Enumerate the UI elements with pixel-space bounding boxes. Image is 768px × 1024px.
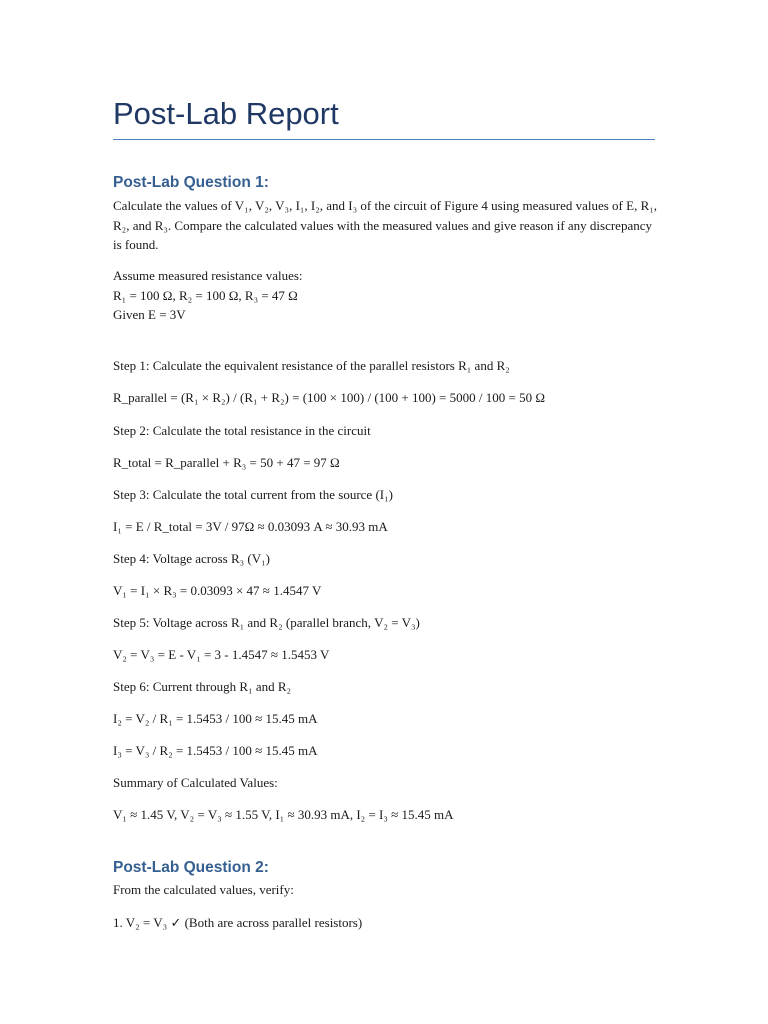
step-3-equation: I₁ = E / R_total = 3V / 97Ω ≈ 0.03093 A ≈ 30.93 mA [113,519,388,534]
step-1-equation: R_parallel = (R₁ × R₂) / (R₁ + R₂) = (100 × 100) / (100 + 100) = 5000 / 100 = 50 Ω [113,390,545,405]
step-4-text: Step 4: Voltage across R₃ (V₁) [113,551,270,566]
given-source-voltage: Given E = 3V [113,307,186,322]
summary-values: V₁ ≈ 1.45 V, V₂ = V₃ ≈ 1.55 V, I₁ ≈ 30.93 mA, I₂ = I₃ ≈ 15.45 mA [113,807,454,822]
step-6-text: Step 6: Current through R₁ and R₂ [113,679,292,694]
step-6-equation-i2: I₂ = V₂ / R₁ = 1.5453 / 100 ≈ 15.45 mA [113,711,318,726]
step-4-equation: V₁ = I₁ × R₃ = 0.03093 × 47 ≈ 1.4547 V [113,583,322,598]
question-2-item-1: 1. V₂ = V₃ ✓ (Both are across parallel resistors) [113,915,363,930]
step-6-equation-i3: I₃ = V₃ / R₂ = 1.5453 / 100 ≈ 15.45 mA [113,743,318,758]
assumed-resistances: R₁ = 100 Ω, R₂ = 100 Ω, R₃ = 47 Ω [113,288,298,303]
step-3-text: Step 3: Calculate the total current from the source (I₁) [113,487,393,502]
question-2-intro: From the calculated values, verify: [113,882,294,897]
step-5-text: Step 5: Voltage across R₁ and R₂ (parallel branch, V₂ = V₃) [113,615,420,630]
document-title: Post-Lab Report [113,96,339,131]
question-2-heading: Post-Lab Question 2: [113,859,269,876]
question-1-intro: Calculate the values of V₁, V₂, V₃, I₁, I₂, and I₃ of the circuit of Figure 4 using measured values of E, R₁, R₂, and R₃. Compare the calculated values with the measured values and give reason if any discrepancy is found. [113,198,658,252]
step-2-text: Step 2: Calculate the total resistance in the circuit [113,423,371,438]
question-1-heading: Post-Lab Question 1: [113,174,269,191]
step-2-equation: R_total = R_parallel + R₃ = 50 + 47 = 97 Ω [113,455,340,470]
title-underline [113,139,655,140]
step-5-equation: V₂ = V₃ = E - V₁ = 3 - 1.4547 ≈ 1.5453 V [113,647,330,662]
summary-label: Summary of Calculated Values: [113,775,278,790]
assumption-label: Assume measured resistance values: [113,268,303,283]
step-1-text: Step 1: Calculate the equivalent resistance of the parallel resistors R₁ and R₂ [113,358,510,373]
